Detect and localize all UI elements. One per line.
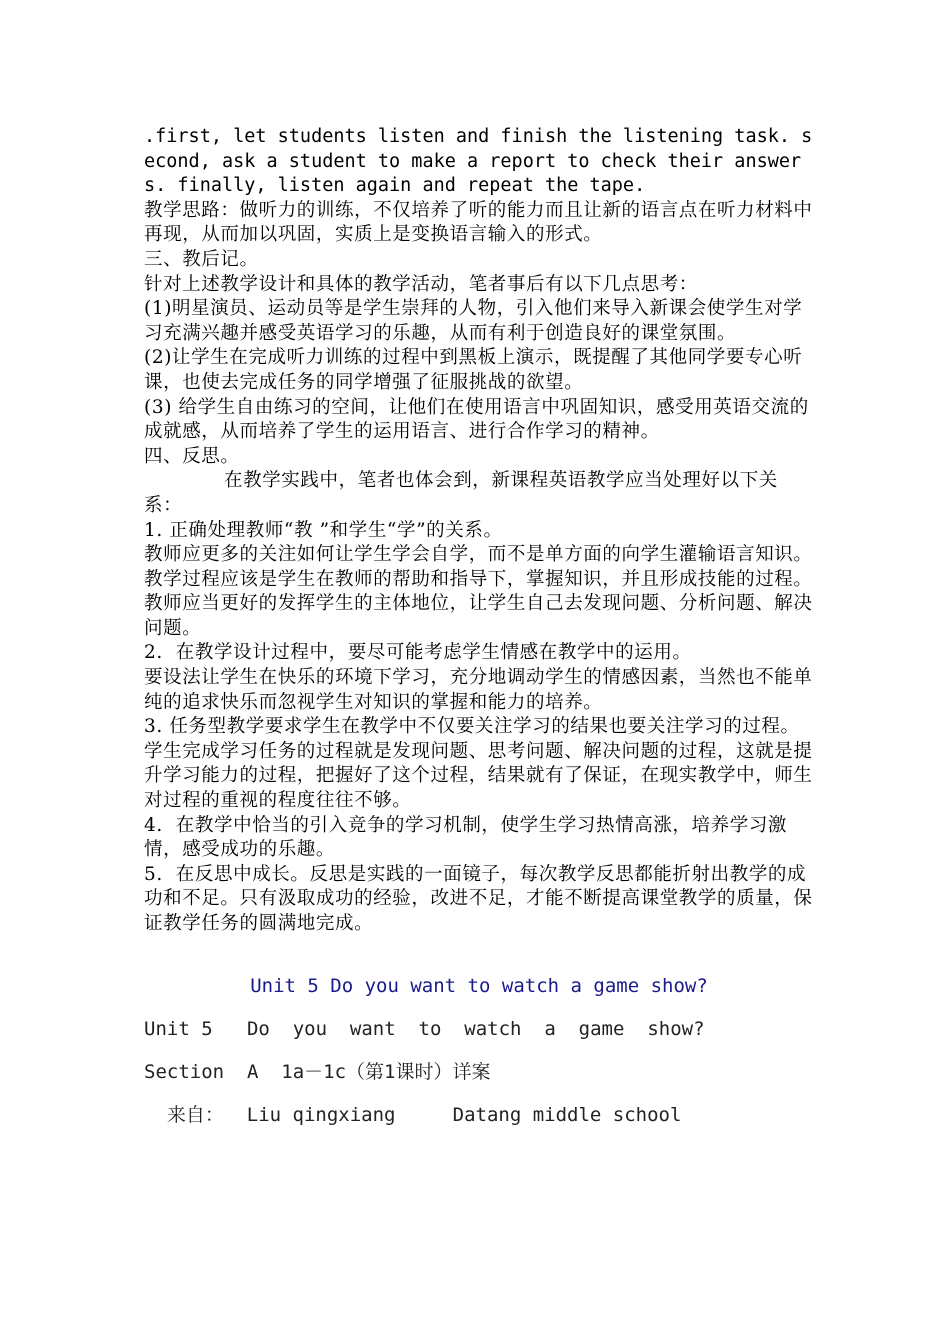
section-heading-reflection: 四、反思。: [144, 445, 240, 467]
section-heading-postscript: 三、教后记。: [144, 248, 259, 270]
teaching-idea-paragraph: 教学思路：做听力的训练，不仅培养了听的能力而且让新的语言点在听力材料中再现，从而加以巩固，实质上是变换语言输入的形式。: [144, 199, 813, 246]
section-spacer: [144, 937, 814, 974]
relation-heading-1: 1. 正确处理教师“教 ”和学生“学”的关系。: [144, 519, 503, 541]
unit-line: Unit 5 Do you want to watch a game show?: [144, 1017, 705, 1040]
relation-body-1: 教师应更多的关注如何让学生学会自学，而不是单方面的向学生灌输语言知识。教学过程应该是学生在教师的帮助和指导下，掌握知识，并且形成技能的过程。教师应当更好的发挥学生的主体地位，让学生自己去发现问题、分析问题、解决问题。: [144, 544, 813, 639]
relation-heading-5: 5. 在反思中成长。反思是实践的一面镜子，每次教学反思都能折射出教学的成功和不足。只有汲取成功的经验，改进不足，才能不断提高课堂教学的质量，保证教学任务的圆满地完成。: [144, 863, 813, 934]
relation-heading-3: 3. 任务型教学要求学生在教学中不仅要关注学习的结果也要关注学习的过程。: [144, 716, 800, 738]
relation-heading-2: 2. 在教学设计过程中，要尽可能考虑学生情感在教学中的运用。: [144, 642, 692, 664]
practice-intro-paragraph: 在教学实践中，笔者也体会到，新课程英语教学应当处理好以下关系：: [144, 470, 778, 516]
listening-steps-paragraph: .first, let students listen and finish the listening task. second, ask a student to make a report to check their answers. finally, listen again and repeat the tape.: [144, 126, 813, 197]
source-line: 来自： Liu qingxiang Datang middle school: [144, 1103, 682, 1126]
document-page: [144, 125, 814, 1127]
reflection-point-1: (1)明星演员、运动员等是学生崇拜的人物，引入他们来导入新课会使学生对学习充满兴趣并感受英语学习的乐趣，从而有利于创造良好的课堂氛围。: [144, 298, 803, 344]
unit-title: Unit 5 Do you want to watch a game show?: [250, 974, 708, 997]
reflection-point-3: (3) 给学生自由练习的空间，让他们在使用语言中巩固知识，感受用英语交流的成就感，从而培养了学生的运用语言、进行合作学习的精神。: [144, 396, 809, 443]
relation-body-2: 要设法让学生在快乐的环境下学习，充分地调动学生的情感因素，当然也不能单纯的追求快乐而忽视学生对知识的掌握和能力的培养。: [144, 667, 813, 713]
relation-body-3: 学生完成学习任务的过程就是发现问题、思考问题、解决问题的过程，这就是提升学习能力的过程，把握好了这个过程，结果就有了保证，在现实教学中，师生对过程的重视的程度往往不够。: [144, 740, 813, 812]
relation-heading-4: 4. 在教学中恰当的引入竞争的学习机制，使学生学习热情高涨，培养学习激情，感受成功的乐趣。: [144, 814, 788, 861]
reflection-point-2: (2)让学生在完成听力训练的过程中到黑板上演示，既提醒了其他同学要专心听课，也使去完成任务的同学增强了征服挑战的欲望。: [144, 347, 803, 393]
section-line: Section A 1a－1c（第1课时）详案: [144, 1060, 491, 1083]
reflection-intro-paragraph: 针对上述教学设计和具体的教学活动，笔者事后有以下几点思考：: [144, 273, 698, 295]
